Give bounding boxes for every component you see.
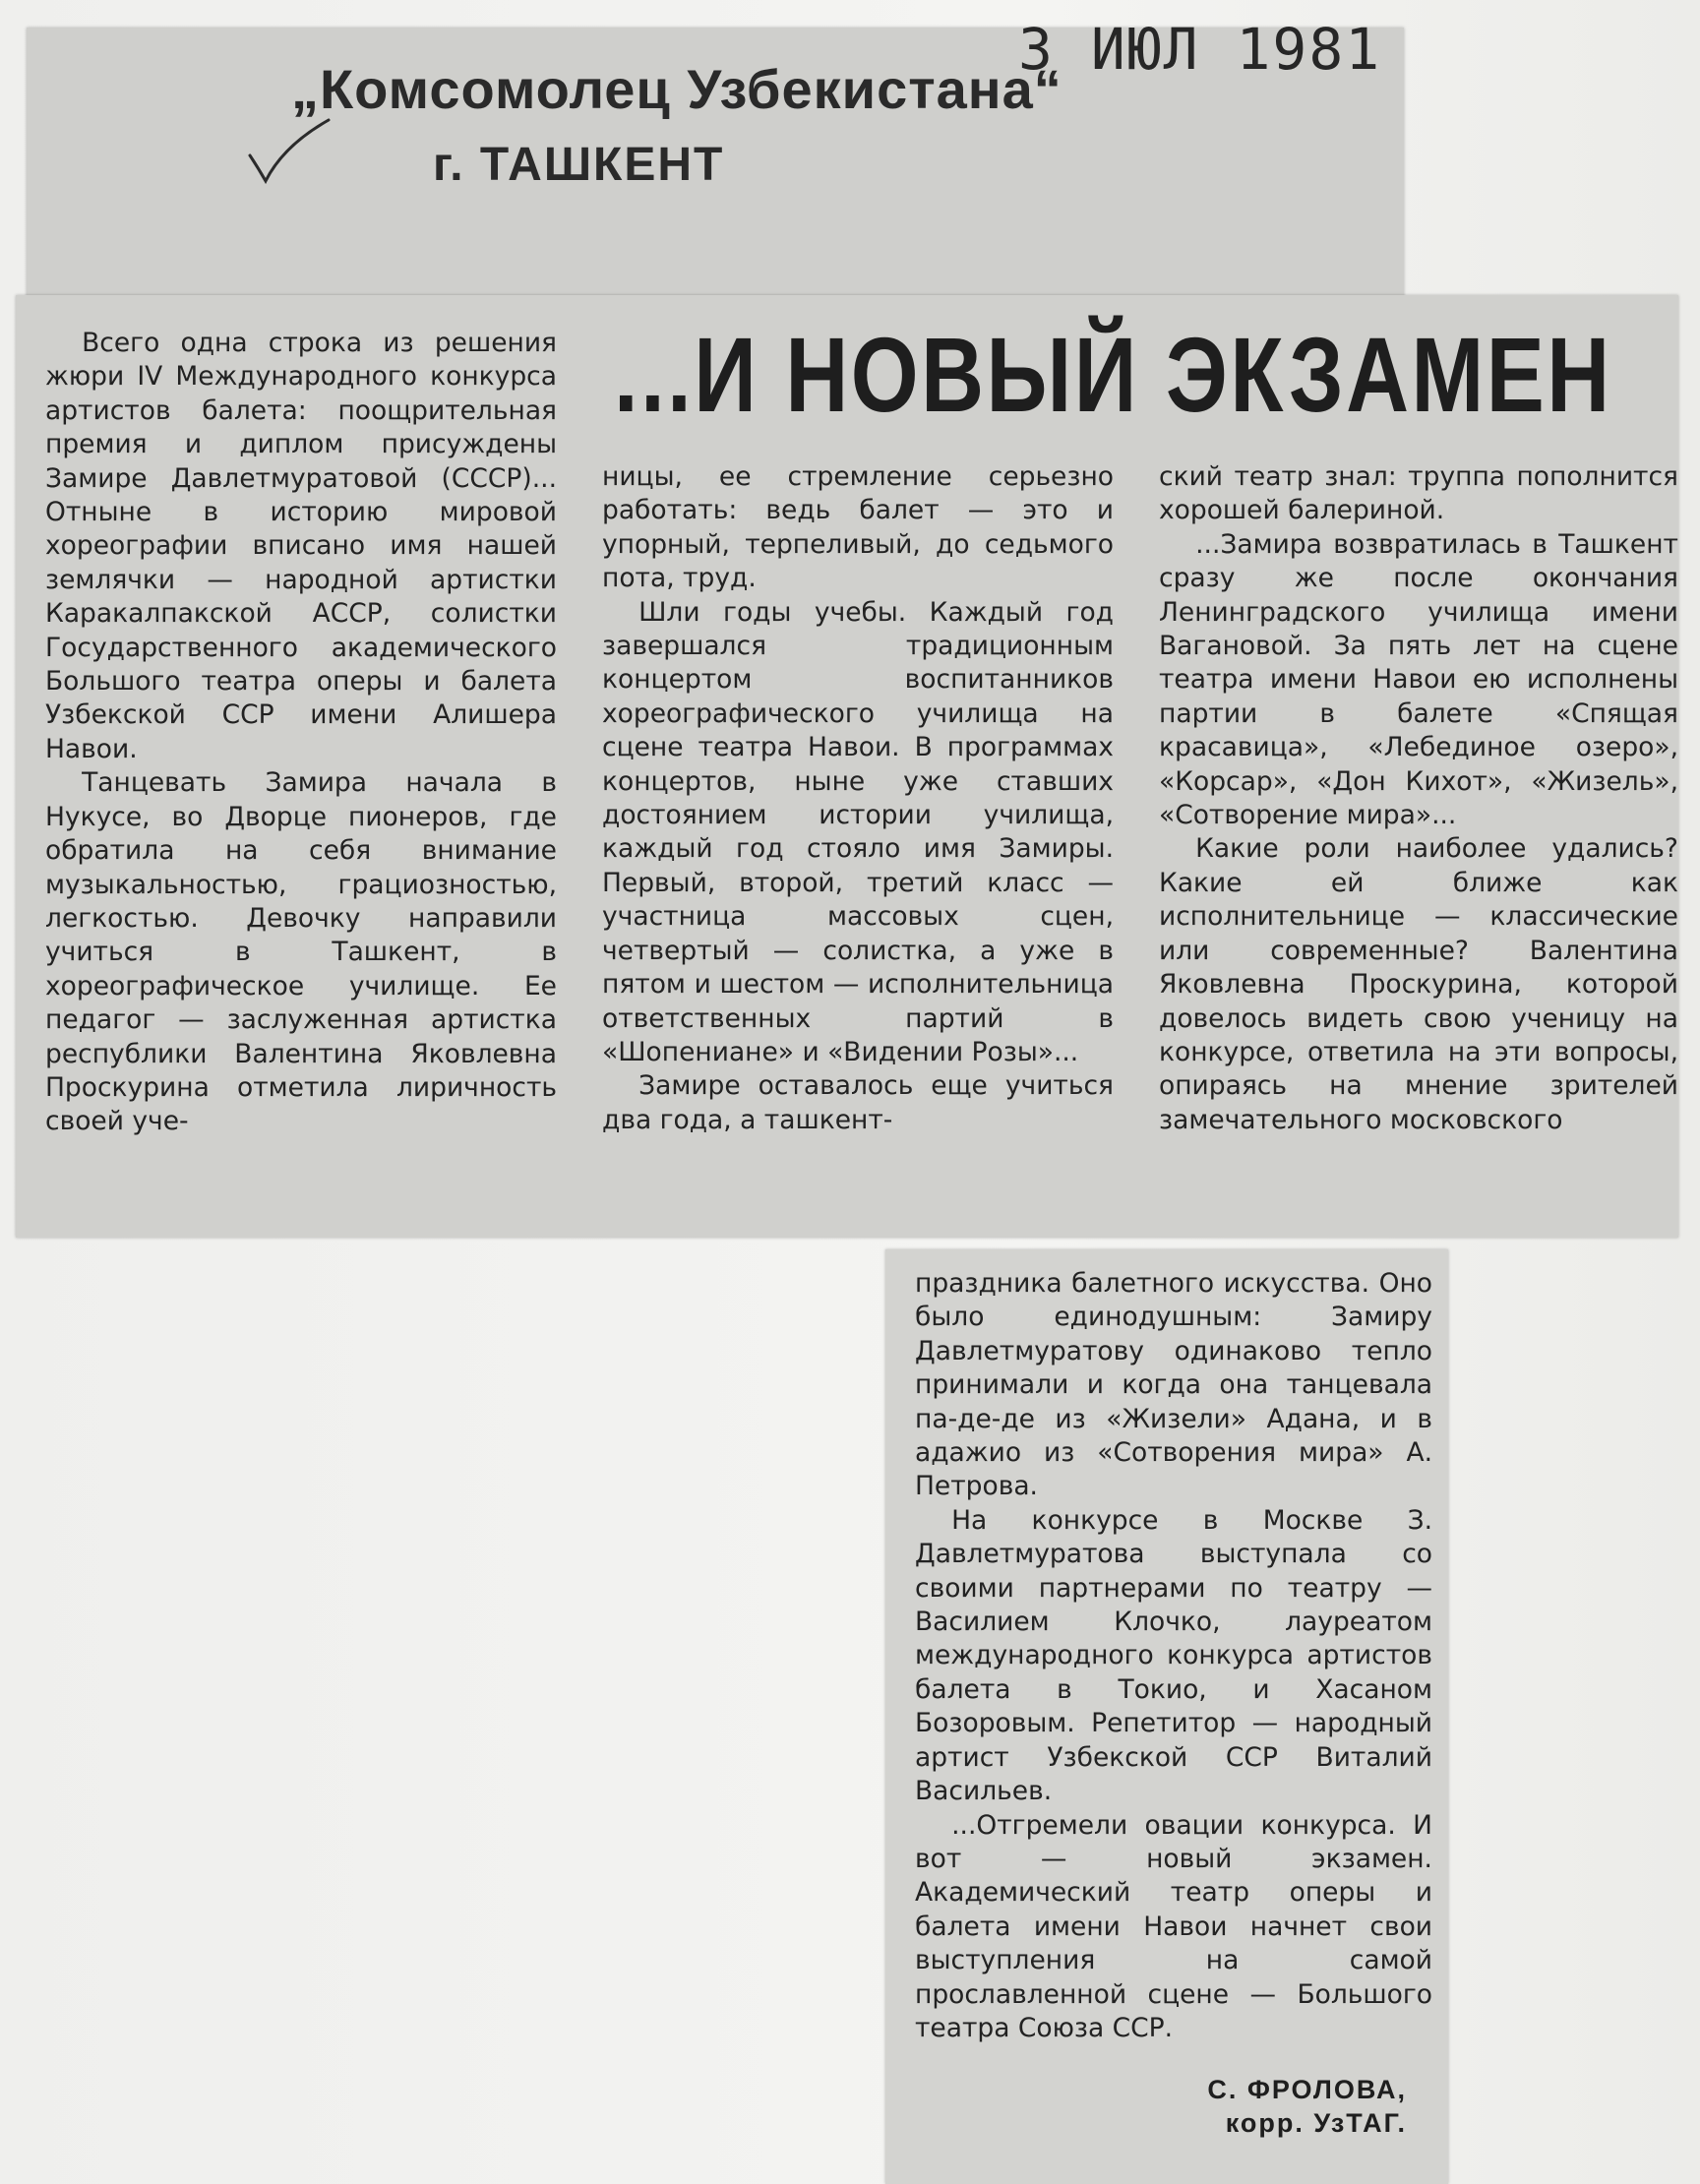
checkmark-icon [244,116,333,195]
paragraph: Шли годы учебы. Каждый год завершался традиционным концертом воспитанников хореографического училища на сцене театра Навои. В программах концертов, ныне уже ставших достоянием истории училища, каждый год стояло имя Замиры. Первый, второй, третий класс — участница массовых сцен, четвертый — солистка, а уже в пятом и шестом — исполнительница ответственных партий в «Шопениане» и «Видении Розы»... [602,596,1114,1067]
paragraph: Какие роли наиболее удались? Какие ей ближе как исполнительнице — классические или современные? Валентина Яковлевна Проскурина, которой довелось видеть свою ученицу на конкурсе, ответила на эти вопросы, опираясь на мнение зрителей замечательного московского [1159,833,1678,1135]
paragraph: ский театр знал: труппа пополнится хорошей балериной. [1159,461,1678,526]
paragraph: Танцевать Замира начала в Нукусе, во Дворце пионеров, где обратила на себя внимание музыкальностью, грациозностью, легкостью. Девочку направили учиться в Ташкент, в хореографическое училище. Ее педагог — заслуженная артистка республики Валентина Яковлевна Проскурина отметила лиричность своей уче- [45,767,557,1137]
paragraph: Замире оставалось еще учиться два года, а ташкент- [602,1070,1114,1135]
article-column-4 [915,1267,1432,2045]
newspaper-city: г. ТАШКЕНТ [433,139,725,191]
newspaper-name: „Комсомолец Узбекистана“ [291,58,1062,120]
paragraph: праздника балетного искусства. Оно было единодушным: Замиру Давлетмуратову одинаково тепло принимали и когда она танцевала па-де-де из «Жизели» Адана, и в адажио из «Сотворения мира» А. Петрова. [915,1268,1432,1502]
article-column-3 [1159,460,1678,1137]
paragraph: ...Отгремели овации конкурса. И вот — новый экзамен. Академический театр оперы и балета имени Навои начнет свои выступления на самой прославленной сцене — Большого театра Союза ССР. [915,1809,1432,2043]
date-stamp: 3 ИЮЛ 1981 [1018,16,1382,83]
paragraph: ницы, ее стремление серьезно работать: ведь балет — это и упорный, терпеливый, до седьмого пота, труд. [602,461,1114,594]
article-column-1 [45,327,557,1139]
author-name: С. ФРОЛОВА, [1207,2075,1407,2104]
paragraph: На конкурсе в Москве З. Давлетмуратова выступала со своими партнерами по театру — Василием Клочко, лауреатом международного конкурса артистов балета в Токио, и Хасаном Бозоровым. Репетитор — народный артист Узбекской ССР Виталий Васильев. [915,1504,1432,1807]
paragraph: Всего одна строка из решения жюри IV Международного конкурса артистов балета: поощрительная премия и диплом присуждены Замире Давлетмуратовой (СССР)... Отныне в историю мировой хореографии вписано имя нашей землячки — народной артистки Каракалпакской АССР, солистки Государственного академического Большого театра оперы и балета Узбекской ССР имени Алишера Навои. [45,328,557,764]
article-byline [1161,2073,1407,2140]
author-role: корр. УзТАГ. [1225,2108,1407,2138]
paragraph: ...Замира возвратилась в Ташкент сразу же после окончания Ленинградского училища имени Вагановой. За пять лет на сцене театра имени Навои ею исполнены партии в балете «Спящая красавица», «Лебединое озеро», «Корсар», «Дон Кихот», «Жизель», «Сотворение мира»... [1159,528,1678,831]
article-headline: ...И НОВЫЙ ЭКЗАМЕН [614,315,1612,434]
article-column-2 [602,460,1114,1137]
